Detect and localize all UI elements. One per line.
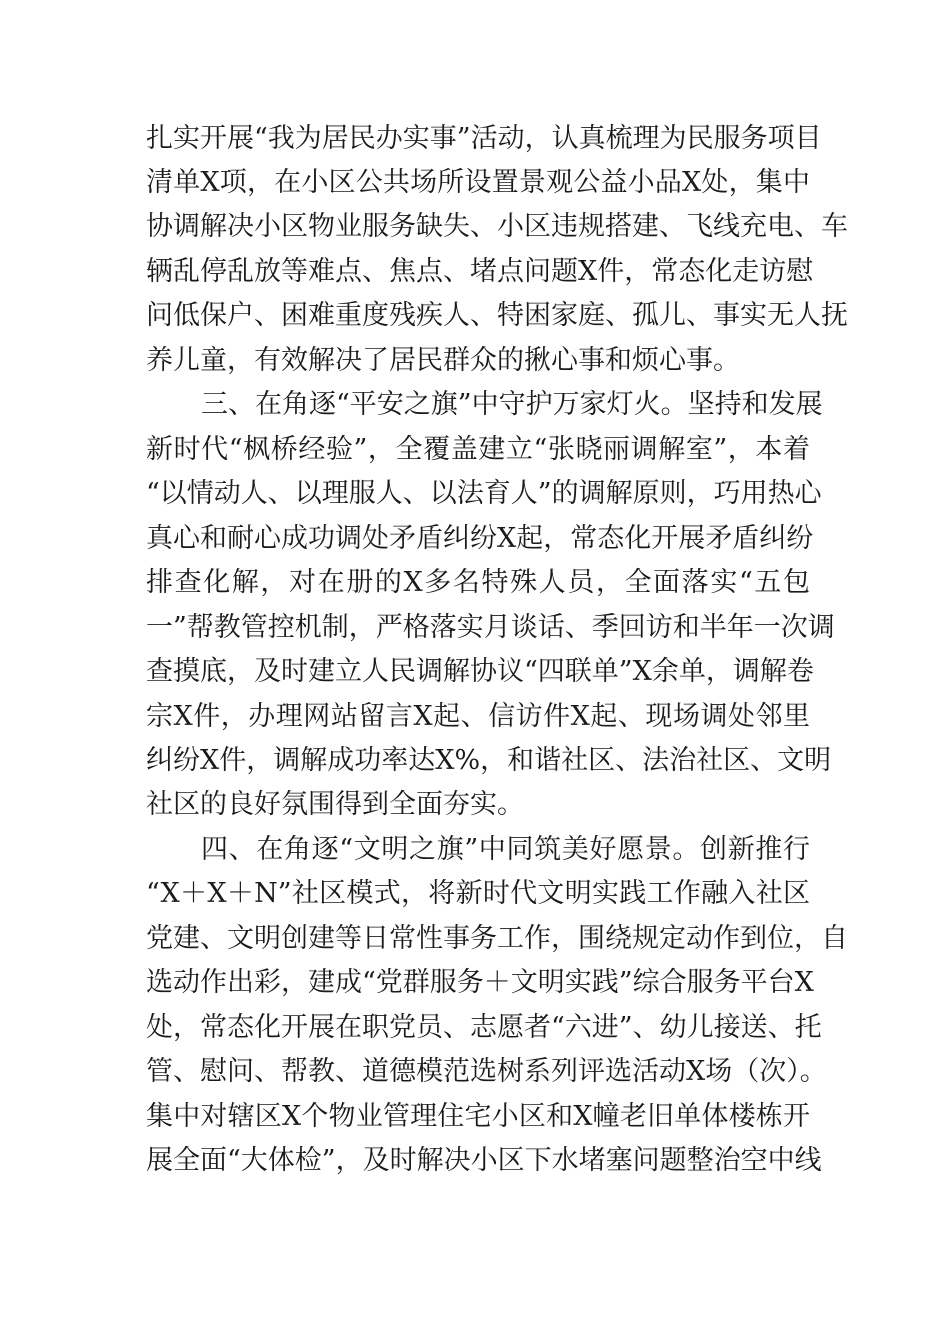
text-line: 纠纷X件，调解成功率达X%，和谐社区、法治社区、文明 [146, 745, 832, 776]
text-line: 处，常态化开展在职党员、志愿者“六进”、幼儿接送、托 [146, 1012, 822, 1043]
text-line: 清单X项，在小区公共场所设置景观公益小品X处，集中 [146, 167, 810, 198]
text-line: 一”帮教管控机制，严格落实月谈话、季回访和半年一次调 [146, 612, 835, 643]
text-line: 真心和耐心成功调处矛盾纠纷X起，常态化开展矛盾纠纷 [146, 523, 814, 554]
paragraph-heading-line: 四、在角逐“文明之旗”中同筑美好愿景。创新推行 [201, 834, 810, 865]
text-line: 养儿童，有效解决了居民群众的揪心事和烦心事。 [146, 345, 740, 376]
text-line: “以情动人、以理服人、以法育人”的调解原则，巧用热心 [146, 478, 822, 509]
text-line: 扎实开展“我为居民办实事”活动，认真梳理为民服务项目 [146, 123, 822, 154]
text-line: 宗X件，办理网站留言X起、信访件X起、现场调处邻里 [146, 701, 810, 732]
text-line: 问低保户、困难重度残疾人、特困家庭、孤儿、事实无人抚 [146, 300, 848, 331]
text-line: 社区的良好氛围得到全面夯实。 [146, 789, 524, 820]
text-line: 查摸底，及时建立人民调解协议“四联单”X余单，调解卷 [146, 656, 814, 687]
text-line: 新时代“枫桥经验”，全覆盖建立“张晓丽调解室”，本着 [146, 434, 810, 465]
text-line: 管、慰问、帮教、道德模范选树系列评选活动X场（次）。 [146, 1056, 827, 1087]
text-line: 协调解决小区物业服务缺失、小区违规搭建、飞线充电、车 [146, 211, 848, 242]
text-line: 集中对辖区X个物业管理住宅小区和X幢老旧单体楼栋开 [146, 1101, 810, 1132]
paragraph-heading-line: 三、在角逐“平安之旗”中守护万家灯火。坚持和发展 [201, 389, 823, 420]
text-line: 展全面“大体检”，及时解决小区下水堵塞问题整治空中线 [146, 1145, 822, 1176]
text-line: 排查化解，对在册的X多名特殊人员，全面落实“五包 [146, 567, 810, 598]
text-line: 辆乱停乱放等难点、焦点、堵点问题X件，常态化走访慰 [146, 256, 814, 287]
text-line: 党建、文明创建等日常性事务工作，围绕规定动作到位，自 [146, 923, 848, 954]
text-line: “X＋X＋N”社区模式，将新时代文明实践工作融入社区 [146, 878, 810, 909]
text-line: 选动作出彩，建成“党群服务＋文明实践”综合服务平台X [146, 967, 814, 998]
